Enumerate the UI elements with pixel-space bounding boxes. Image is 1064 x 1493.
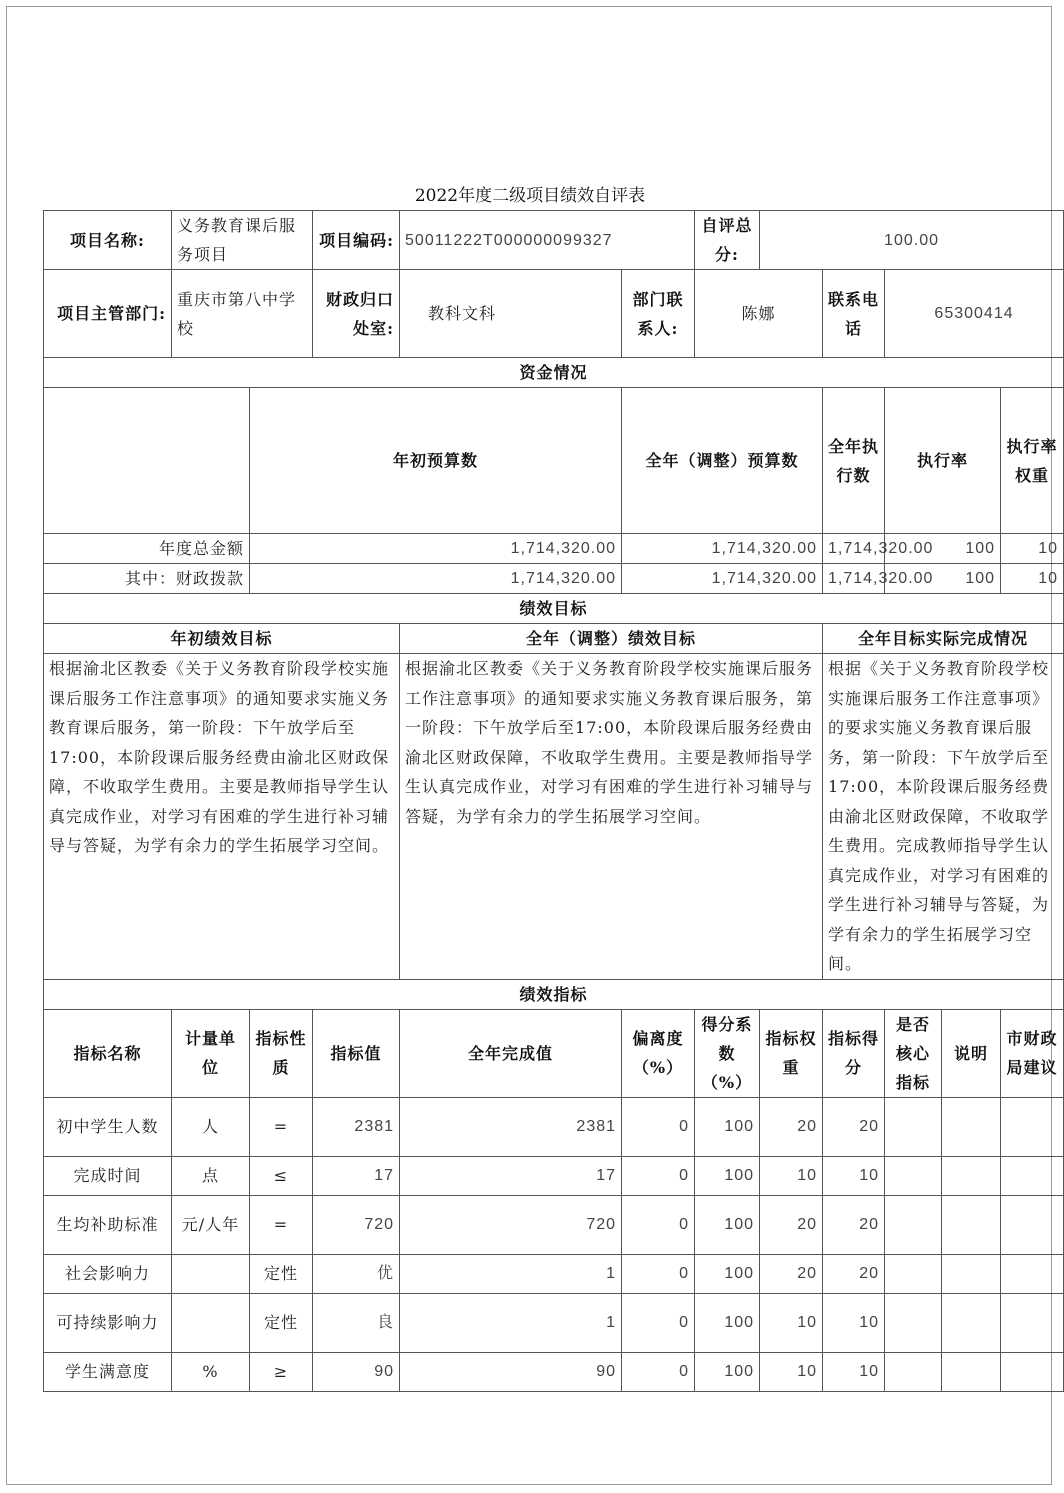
funds-header-adjusted: 全年（调整）预算数 [622,388,823,534]
phone-label: 联系电话 [823,270,885,358]
indicator-row [44,1097,1064,1156]
funds-weight-cell: 10 [1001,534,1064,564]
goals-initial-text: 根据渝北区教委《关于义务教育阶段学校实施课后服务工作注意事项》的通知要求实施义务教育课后服务，第一阶段：下午放学后至17:00，本阶段课后服务经费由渝北区财政保障，不收取学生费用。主要是教师指导学生认真完成作业，对学习有困难的学生进行补习辅导与答疑，为学有余力的学生拓展学习空间。 [44,654,400,980]
funds-adjusted-cell: 1,714,320.00 [622,564,823,594]
funds-rate-cell: 100 [885,534,1001,564]
ind-header-actual: 全年完成值 [400,1009,622,1097]
indicator-note-cell [942,1254,1001,1293]
funds-section-title: 资金情况 [44,358,1064,388]
indicator-advice-cell [1001,1156,1064,1195]
indicator-weight-cell: 20 [760,1254,823,1293]
funds-row-label: 其中：财政拨款 [44,564,250,594]
ind-header-value: 指标值 [313,1009,400,1097]
indicator-row [44,1254,1064,1293]
indicator-advice-cell [1001,1195,1064,1254]
ind-header-deviation: 偏离度（%） [622,1009,695,1097]
indicator-value-cell: 17 [313,1156,400,1195]
indicator-core-cell [885,1156,942,1195]
indicator-nature-cell: 定性 [250,1293,313,1352]
goals-col-initial: 年初绩效目标 [44,624,400,654]
ind-header-name: 指标名称 [44,1009,172,1097]
funds-header-rate: 执行率 [885,388,1001,534]
goals-text-row [44,654,1064,980]
ind-header-score: 指标得分 [823,1009,885,1097]
dept-value: 重庆市第八中学校 [172,270,313,358]
indicators-header-row [44,1009,1064,1097]
indicator-advice-cell [1001,1293,1064,1352]
goals-actual-text: 根据《关于义务教育阶段学校实施课后服务工作注意事项》的要求实施义务教育课后服务，第一阶段：下午放学后至17:00，本阶段课后服务经费由渝北区财政保障，不收取学生费用。完成教师指导学生认真完成作业，对学习有困难的学生进行补习辅导与答疑，为学有余力的学生拓展学习空间。 [823,654,1064,980]
goals-section-title: 绩效目标 [44,594,1064,624]
goals-header-row [44,624,1064,654]
funds-executed-cell: 1,714,320.00 [823,564,885,594]
funds-executed-cell: 1,714,320.00 [823,534,885,564]
indicator-core-cell [885,1254,942,1293]
project-name-value: 义务教育课后服务项目 [172,211,313,270]
project-name-label: 项目名称: [44,211,172,270]
indicator-row [44,1156,1064,1195]
indicator-advice-cell [1001,1254,1064,1293]
indicator-weight-cell: 10 [760,1156,823,1195]
indicator-coef-cell: 100 [695,1195,760,1254]
funds-header-initial: 年初预算数 [250,388,622,534]
indicator-weight-cell: 10 [760,1352,823,1391]
indicator-actual-cell: 90 [400,1352,622,1391]
indicator-note-cell [942,1195,1001,1254]
indicator-actual-cell: 720 [400,1195,622,1254]
indicator-score-cell: 10 [823,1352,885,1391]
contact-label: 部门联系人: [622,270,695,358]
goals-col-adjusted: 全年（调整）绩效目标 [400,624,823,654]
indicator-note-cell [942,1293,1001,1352]
funds-rate-cell: 100 [885,564,1001,594]
project-code-value: 50011222T000000099327 [400,211,695,270]
goals-section-row [44,594,1064,624]
indicator-unit-cell: 人 [172,1097,250,1156]
indicator-name-cell: 生均补助标准 [44,1195,172,1254]
indicator-nature-cell: ≥ [250,1352,313,1391]
indicator-value-cell: 90 [313,1352,400,1391]
indicator-actual-cell: 1 [400,1254,622,1293]
indicator-row [44,1195,1064,1254]
indicator-coef-cell: 100 [695,1352,760,1391]
ind-header-nature: 指标性质 [250,1009,313,1097]
funds-row-total [44,534,1064,564]
ind-header-weight: 指标权重 [760,1009,823,1097]
indicator-value-cell: 2381 [313,1097,400,1156]
evaluation-table [43,210,1064,1392]
indicator-value-cell: 优 [313,1254,400,1293]
funds-initial-cell: 1,714,320.00 [250,534,622,564]
indicator-coef-cell: 100 [695,1254,760,1293]
indicator-coef-cell: 100 [695,1156,760,1195]
funds-adjusted-cell: 1,714,320.00 [622,534,823,564]
finance-office-value: 教科文科 [400,270,622,358]
indicator-name-cell: 社会影响力 [44,1254,172,1293]
indicator-score-cell: 20 [823,1097,885,1156]
self-score-value: 100.00 [760,211,1064,270]
indicator-weight-cell: 10 [760,1293,823,1352]
indicator-deviation-cell: 0 [622,1352,695,1391]
indicator-weight-cell: 20 [760,1097,823,1156]
phone-value: 65300414 [885,270,1064,358]
funds-header-executed: 全年执行数 [823,388,885,534]
indicator-row [44,1293,1064,1352]
ind-header-unit: 计量单位 [172,1009,250,1097]
indicator-deviation-cell: 0 [622,1156,695,1195]
indicator-deviation-cell: 0 [622,1097,695,1156]
indicator-nature-cell: 定性 [250,1254,313,1293]
indicator-note-cell [942,1097,1001,1156]
indicator-unit-cell [172,1293,250,1352]
indicator-note-cell [942,1352,1001,1391]
indicator-actual-cell: 17 [400,1156,622,1195]
indicator-deviation-cell: 0 [622,1293,695,1352]
indicator-value-cell: 720 [313,1195,400,1254]
indicator-name-cell: 初中学生人数 [44,1097,172,1156]
ind-header-coef: 得分系数（%） [695,1009,760,1097]
indicator-unit-cell: 点 [172,1156,250,1195]
header-row-2 [44,270,1064,358]
indicator-rows [44,1097,1064,1391]
funds-row-label: 年度总金额 [44,534,250,564]
funds-weight-cell: 10 [1001,564,1064,594]
finance-office-label: 财政归口处室: [313,270,400,358]
indicator-row [44,1352,1064,1391]
ind-header-advice: 市财政局建议 [1001,1009,1064,1097]
indicator-weight-cell: 20 [760,1195,823,1254]
goals-col-actual: 全年目标实际完成情况 [823,624,1064,654]
funds-initial-cell: 1,714,320.00 [250,564,622,594]
funds-row-fiscal [44,564,1064,594]
self-score-label: 自评总分: [695,211,760,270]
contact-value: 陈娜 [695,270,823,358]
project-code-label: 项目编码: [313,211,400,270]
indicator-score-cell: 20 [823,1195,885,1254]
funds-section-row [44,358,1064,388]
indicator-score-cell: 20 [823,1254,885,1293]
indicator-core-cell [885,1097,942,1156]
header-row-1 [44,211,1064,270]
indicator-name-cell: 可持续影响力 [44,1293,172,1352]
page-title: 2022年度二级项目绩效自评表 [414,186,646,206]
indicator-unit-cell [172,1254,250,1293]
indicator-score-cell: 10 [823,1156,885,1195]
goals-adjusted-text: 根据渝北区教委《关于义务教育阶段学校实施课后服务工作注意事项》的通知要求实施义务教育课后服务，第一阶段：下午放学后至17:00，本阶段课后服务经费由渝北区财政保障，不收取学生费用。主要是教师指导学生认真完成作业，对学习有困难的学生进行补习辅导与答疑，为学有余力的学生拓展学习空间。 [400,654,823,980]
indicator-unit-cell: 元/人年 [172,1195,250,1254]
indicator-coef-cell: 100 [695,1097,760,1156]
indicators-section-row [44,979,1064,1009]
indicator-name-cell: 学生满意度 [44,1352,172,1391]
indicator-core-cell [885,1293,942,1352]
indicator-nature-cell: ≤ [250,1156,313,1195]
indicator-core-cell [885,1352,942,1391]
funds-header-blank [44,388,250,534]
indicator-advice-cell [1001,1352,1064,1391]
indicator-advice-cell [1001,1097,1064,1156]
indicator-note-cell [942,1156,1001,1195]
indicator-nature-cell: = [250,1097,313,1156]
indicator-actual-cell: 2381 [400,1097,622,1156]
dept-label: 项目主管部门: [44,270,172,358]
funds-header-weight: 执行率权重 [1001,388,1064,534]
indicator-actual-cell: 1 [400,1293,622,1352]
indicator-unit-cell: % [172,1352,250,1391]
indicator-core-cell [885,1195,942,1254]
indicator-coef-cell: 100 [695,1293,760,1352]
ind-header-core: 是否核心指标 [885,1009,942,1097]
indicator-value-cell: 良 [313,1293,400,1352]
indicator-nature-cell: = [250,1195,313,1254]
indicator-name-cell: 完成时间 [44,1156,172,1195]
indicators-section-title: 绩效指标 [44,979,1064,1009]
indicator-deviation-cell: 0 [622,1254,695,1293]
indicator-score-cell: 10 [823,1293,885,1352]
indicator-deviation-cell: 0 [622,1195,695,1254]
funds-header-row [44,388,1064,534]
ind-header-note: 说明 [942,1009,1001,1097]
